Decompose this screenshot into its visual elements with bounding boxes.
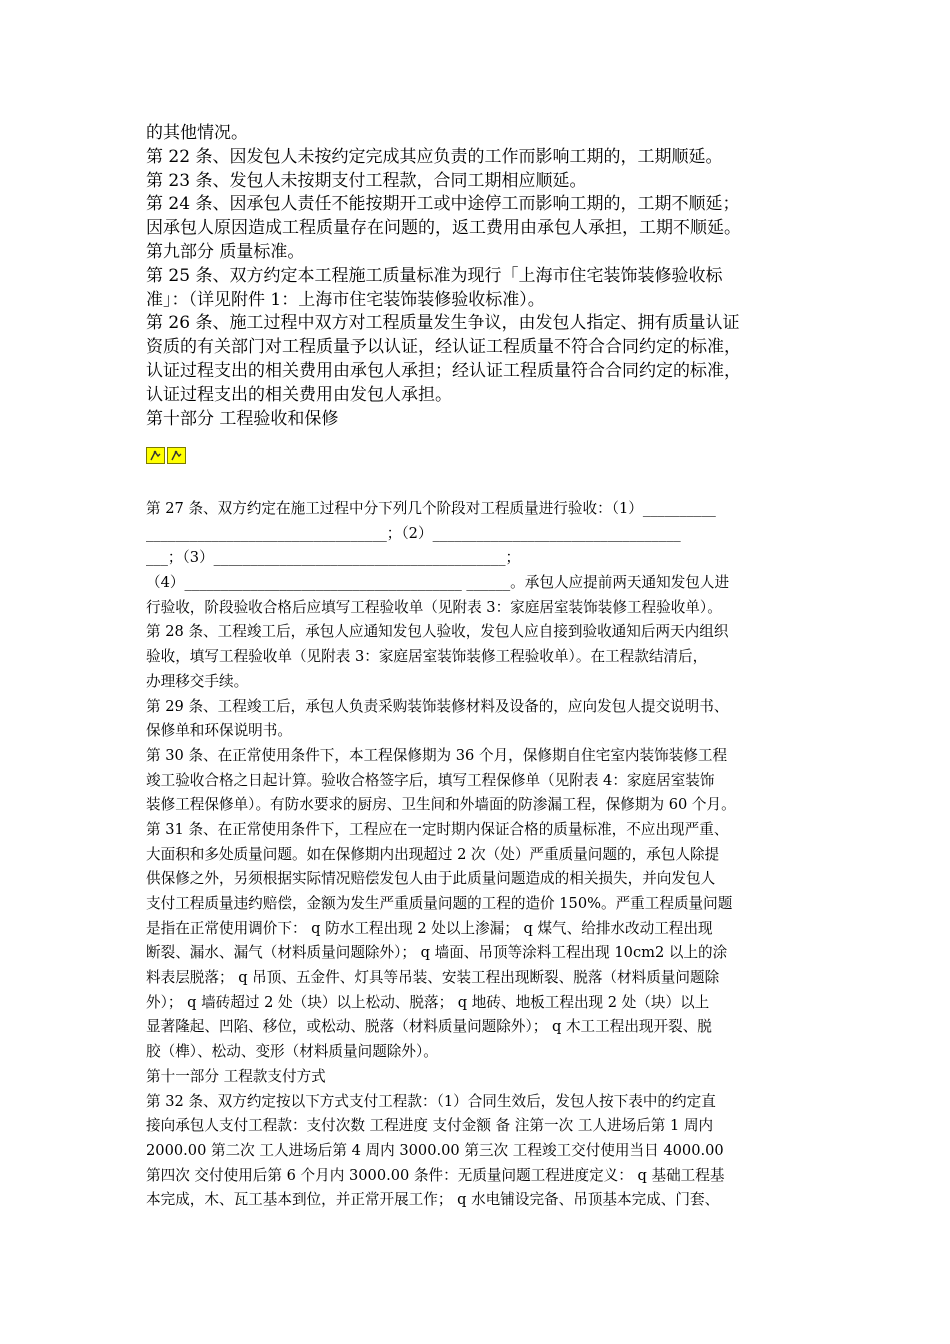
text-line: 第 22 条、因发包人未按约定完成其应负责的工作而影响工期的，工期顺延。: [146, 146, 723, 167]
text-line: 资质的有关部门对工程质量予以认证，经认证工程质量不符合合同约定的标准，: [146, 337, 741, 358]
text-line: 料表层脱落； q 吊顶、五金件、灯具等吊装、安装工程出现断裂、脱落（材料质量问题除: [146, 969, 720, 987]
text-line: 本完成，木、瓦工基本到位，并正常开展工作； q 水电铺设完备、吊顶基本完成、门套、: [146, 1191, 720, 1209]
text-line: 接向承包人支付工程款：支付次数 工程进度 支付金额 备 注第一次 工人进场后第 1 周内: [146, 1117, 714, 1135]
text-line: 准」：（详见附件 1：上海市住宅装饰装修验收标准）。: [146, 289, 545, 310]
text-line: 第十部分 工程验收和保修: [146, 408, 339, 429]
text-line: _________________________________；（2）__________________________________: [146, 524, 681, 542]
text-line: 2000.00 第二次 工人进场后第 4 周内 3000.00 第三次 工程竣工交付使用当日 4000.00: [146, 1141, 724, 1159]
text-line: 第十一部分 工程款支付方式: [146, 1067, 326, 1085]
text-line: （4）______________________________________ ______。承包人应提前两天通知发包人进: [146, 574, 730, 592]
embedded-object-icon[interactable]: [167, 447, 186, 464]
text-line: 显著隆起、凹陷、移位，或松动、脱落（材料质量问题除外）； q 木工工程出现开裂、脱: [146, 1018, 712, 1036]
text-line: 认证过程支出的相关费用由承包人承担；经认证工程质量符合合同约定的标准，: [146, 360, 741, 381]
text-line: 行验收，阶段验收合格后应填写工程验收单（见附表 3：家庭居室装饰装修工程验收单）。: [146, 598, 722, 616]
text-line: 支付工程质量违约赔偿，金额为发生严重质量问题的工程的造价 150%。严重工程质量问题: [146, 895, 733, 912]
text-line: 竣工验收合格之日起计算。验收合格签字后，填写工程保修单（见附表 4：家庭居室装饰: [146, 771, 715, 789]
contract-text-section-1: [146, 122, 816, 431]
text-line: 因承包人原因造成工程质量存在问题的，返工费用由承包人承担，工期不顺延。: [146, 218, 741, 239]
text-line: 第 23 条、发包人未按期支付工程款，合同工期相应顺延。: [146, 170, 587, 191]
text-line: ___；（3）________________________________________；: [146, 549, 521, 567]
text-line: 第 31 条、在正常使用条件下，工程应在一定时期内保证合格的质量标准，不应出现严重、: [146, 820, 729, 838]
text-line: 第 25 条、双方约定本工程施工质量标准为现行「上海市住宅装饰装修验收标: [146, 265, 723, 286]
embedded-object-icons: [146, 447, 186, 465]
text-line: 验收，填写工程验收单（见附表 3：家庭居室装饰装修工程验收单）。在工程款结清后，: [146, 648, 708, 666]
text-line: 装修工程保修单）。有防水要求的厨房、卫生间和外墙面的防渗漏工程，保修期为 60 个月。: [146, 796, 736, 814]
text-line: 第 29 条、工程竣工后，承包人负责采购装饰装修材料及设备的，应向发包人提交说明书、: [146, 697, 729, 715]
text-line: 办理移交手续。: [146, 672, 249, 690]
text-line: 认证过程支出的相关费用由发包人承担。: [146, 384, 452, 405]
text-line: 第 27 条、双方约定在施工过程中分下列几个阶段对工程质量进行验收：（1）__________: [146, 500, 716, 517]
text-line: 第九部分 质量标准。: [146, 241, 305, 262]
text-line: 是指在正常使用调价下： q 防水工程出现 2 处以上渗漏； q 煤气、给排水改动工程出现: [146, 919, 713, 937]
text-line: 第 26 条、施工过程中双方对工程质量发生争议，由发包人指定、拥有质量认证: [146, 313, 740, 334]
text-line: 第 30 条、在正常使用条件下，本工程保修期为 36 个月，保修期自住宅室内装饰装修工程: [146, 746, 728, 764]
text-line: 外）； q 墙砖超过 2 处（块）以上松动、脱落； q 地砖、地板工程出现 2 处（块）以上: [146, 993, 710, 1011]
embedded-object-icon[interactable]: [146, 447, 165, 464]
text-line: 第 24 条、因承包人责任不能按期开工或中途停工而影响工期的，工期不顺延；: [146, 194, 740, 215]
text-line: 断裂、漏水、漏气（材料质量问题除外）； q 墙面、吊顶等涂料工程出现 10cm2 以上的涂: [146, 944, 728, 962]
contract-text-section-2: [146, 497, 816, 1213]
text-line: 第 32 条、双方约定按以下方式支付工程款：（1）合同生效后，发包人按下表中的约定直: [146, 1092, 716, 1110]
text-line: 第四次 交付使用后第 6 个月内 3000.00 条件：无质量问题工程进度定义： q 基础工程基: [146, 1166, 725, 1184]
text-line: 第 28 条、工程竣工后，承包人应通知发包人验收，发包人应自接到验收通知后两天内组织: [146, 623, 729, 641]
text-line: 大面积和多处质量问题。如在保修期内出现超过 2 次（处）严重质量问题的，承包人除提: [146, 845, 720, 863]
text-line: 保修单和环保说明书。: [146, 722, 292, 740]
text-line: 供保修之外，另须根据实际情况赔偿发包人由于此质量问题造成的相关损失，并向发包人: [146, 870, 716, 888]
text-line: 的其他情况。: [146, 123, 248, 143]
text-line: 胶（榫）、松动、变形（材料质量问题除外）。: [146, 1043, 438, 1061]
